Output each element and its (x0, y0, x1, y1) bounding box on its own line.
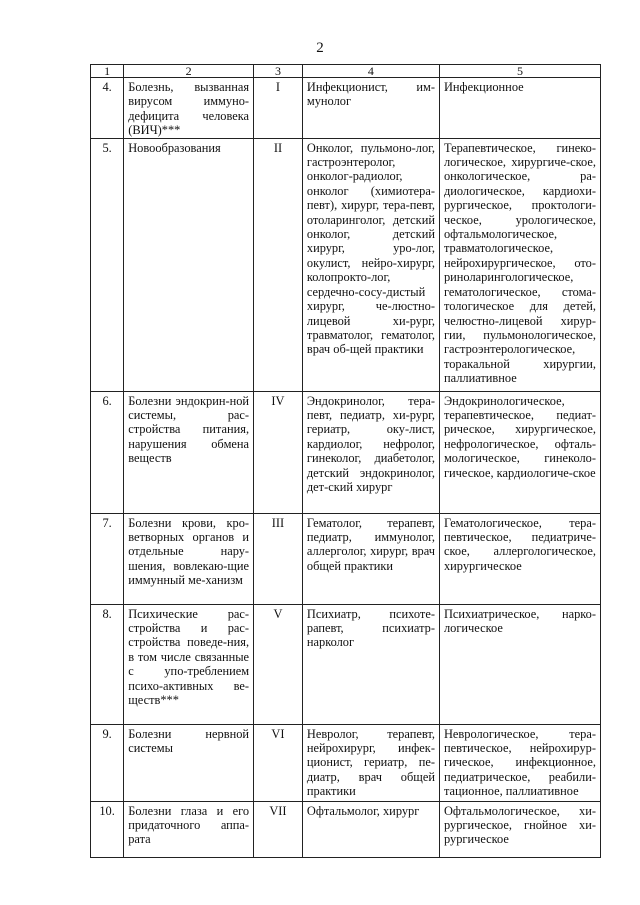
column-header: 1 (91, 65, 124, 78)
table-row (91, 604, 601, 724)
profile-cell: Гематологическое, тера-певтическое, педиатриче-ское, аллергологическое, хирургическое (439, 513, 600, 604)
group-cell: V (254, 604, 303, 724)
specialists-cell: Психиатр, психоте-рапевт, психиатр-нарколог (302, 604, 439, 724)
specialists-cell: Офтальмолог, хирург (302, 801, 439, 857)
group-cell: III (254, 513, 303, 604)
profile-cell: Неврологическое, тера-певтическое, нейрохирур-гическое, инфекционное, педиатрическое, реабили-тационное, паллиативное (439, 724, 600, 801)
table-row (91, 391, 601, 513)
disease-cell: Болезни эндокрин-ной системы, рас-стройства питания, нарушения обмена веществ (124, 391, 254, 513)
profile-cell: Психиатрическое, нарко-логическое (439, 604, 600, 724)
profile-cell: Эндокринологическое, терапевтическое, педиат-рическое, хирургическое, нефрологическое, офталь-мологическое, гинеколо-гическое, кардиологиче-ское (439, 391, 600, 513)
specialists-table (90, 64, 601, 858)
profile-cell: Офтальмологическое, хи-рургическое, гнойное хи-рургическое (439, 801, 600, 857)
disease-cell: Новообразования (124, 138, 254, 391)
specialists-cell: Онколог, пульмоно-лог, гастроэнтеролог, онколог-радиолог, онколог (химиотера-певт), хирург, тера-певт, отоларинголог, детский онколог, детский хирург, уро-лог, окулист, нейро-хирург, колопрокто-лог, сердечно-сосу-дистый хирург, че-люстно-лицевой хи-рург, травматолог, гематолог, врач об-щей практики (302, 138, 439, 391)
row-number: 10. (91, 801, 124, 857)
group-cell: IV (254, 391, 303, 513)
specialists-cell: Инфекционист, им-мунолог (302, 78, 439, 139)
group-cell: II (254, 138, 303, 391)
disease-cell: Психические рас-стройства и рас-стройства поведе-ния, в том числе связанные с упо-треблением психо-активных ве-ществ*** (124, 604, 254, 724)
disease-cell: Болезни глаза и его придаточного аппа-рата (124, 801, 254, 857)
row-number: 4. (91, 78, 124, 139)
row-number: 9. (91, 724, 124, 801)
disease-cell: Болезни крови, кро-ветворных органов и отдельные нару-шения, вовлекаю-щие иммунный ме-ханизм (124, 513, 254, 604)
profile-cell: Терапевтическое, гинеко-логическое, хирургиче-ское, онкологическое, ра-диологическое, кардиохи-рургическое, проктологи-ческое, урологическое, офтальмологическое, травматологическое, нейрохирургическое, ото-риноларингологическое, гематологическое, стома-тологическое для детей, челюстно-лицевой хирур-гии, пульмонологическое, гастроэнтерологическое, торакальной хирургии, паллиативное (439, 138, 600, 391)
row-number: 8. (91, 604, 124, 724)
column-header: 5 (439, 65, 600, 78)
specialists-cell: Невролог, терапевт, нейрохирург, инфек-ционист, гериатр, пе-диатр, врач общей практики (302, 724, 439, 801)
group-cell: VII (254, 801, 303, 857)
disease-cell: Болезнь, вызванная вирусом иммуно-дефицита человека (ВИЧ)*** (124, 78, 254, 139)
table-row (91, 138, 601, 391)
row-number: 6. (91, 391, 124, 513)
column-header: 2 (124, 65, 254, 78)
group-cell: I (254, 78, 303, 139)
specialists-cell: Эндокринолог, тера-певт, педиатр, хи-рург, гериатр, оку-лист, кардиолог, нефролог, гинеколог, диабетолог, детский эндокринолог, дет-ский хирург (302, 391, 439, 513)
profile-cell: Инфекционное (439, 78, 600, 139)
column-header: 4 (302, 65, 439, 78)
table-row (91, 78, 601, 139)
disease-cell: Болезни нервной системы (124, 724, 254, 801)
row-number: 7. (91, 513, 124, 604)
page-number: 2 (316, 40, 324, 56)
specialists-cell: Гематолог, терапевт, педиатр, иммунолог, аллерголог, хирург, врач общей практики (302, 513, 439, 604)
table-row (91, 513, 601, 604)
table-row (91, 801, 601, 857)
table-header-row (91, 65, 601, 78)
column-header: 3 (254, 65, 303, 78)
group-cell: VI (254, 724, 303, 801)
table-row (91, 724, 601, 801)
row-number: 5. (91, 138, 124, 391)
